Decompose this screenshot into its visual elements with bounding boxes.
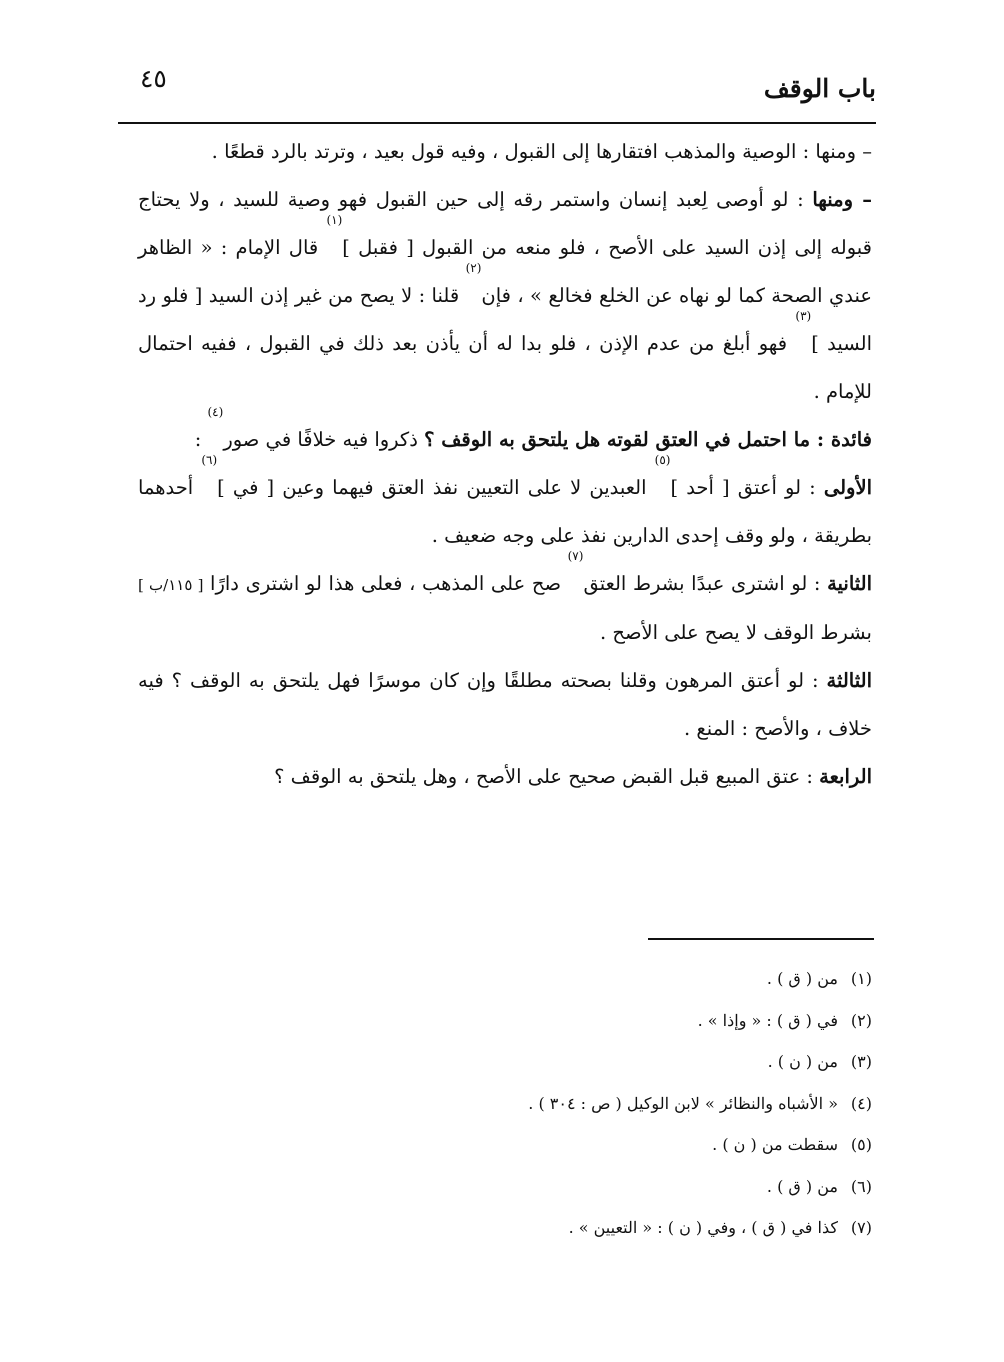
footnote-divider xyxy=(648,938,874,940)
footnote-text: سقطت من ( ن ) . xyxy=(712,1135,838,1154)
footnotes xyxy=(300,958,872,1249)
footnote-ref-6: (٦) xyxy=(201,453,218,467)
footnote-text: من ( ق ) . xyxy=(766,969,838,988)
footnote-item xyxy=(300,1166,872,1208)
footnote-ref-1: (١) xyxy=(326,213,343,227)
paragraph-4-text-3: أحدهما بطريقة ، ولو وقف إحدى الدارين نفذ على وجه ضعيف . xyxy=(138,476,872,547)
footnote-ref-5: (٥) xyxy=(654,453,671,467)
paragraph-1 xyxy=(138,128,872,176)
paragraph-3-text-1: ذكروا فيه خلافًا في صور xyxy=(223,428,425,451)
footnote-number: (٤) xyxy=(850,1093,872,1113)
paragraph-3-lead: فائدة : ما احتمل في العتق لقوته هل يلتحق به الوقف ؟ xyxy=(424,428,872,451)
paragraph-6-text-1: : لو أعتق المرهون وقلنا بصحته مطلقًا وإن كان موسرًا فهل يلتحق به الوقف ؟ فيه خلاف ، والأصح : المنع . xyxy=(138,669,872,740)
paragraph-7 xyxy=(138,753,872,801)
footnote-ref-7: (٧) xyxy=(567,549,584,563)
main-text xyxy=(138,128,872,801)
paragraph-5-lead: الثانية xyxy=(827,572,873,595)
footnote-text: في ( ق ) : « وإذا » . xyxy=(697,1010,838,1030)
footnote-number: (٧) xyxy=(850,1218,872,1237)
page-header xyxy=(118,60,876,122)
paragraph-4-text-1: : لو أعتق [ أحد ] xyxy=(670,476,824,499)
footnote-text: من ( ق ) . xyxy=(766,1176,838,1196)
chapter-title: باب الوقف xyxy=(763,74,876,103)
paragraph-2-text-4: فهو أبلغ من عدم الإذن ، فلو بدا له أن يأذن بعد ذلك في القبول ، ففيه احتمال للإمام . xyxy=(138,332,872,403)
footnote-ref-4: (٤) xyxy=(207,405,224,419)
footnote-number: (٢) xyxy=(850,1010,872,1030)
paragraph-5-text-1: : لو اشترى عبدًا بشرط العتق xyxy=(583,572,828,595)
footnote-text: من ( ن ) . xyxy=(767,1052,838,1071)
footnote-number: (٣) xyxy=(850,1052,872,1071)
footnote-item xyxy=(300,1124,872,1166)
paragraph-7-text-1: : عتق المبيع قبل القبض صحيح على الأصح ، وهل يلتحق به الوقف ؟ xyxy=(274,765,820,788)
footnote-text: « الأشباه والنظائر » لابن الوكيل ( ص : ٣٠٤ ) . xyxy=(528,1093,838,1113)
page-number: ٤٥ xyxy=(140,64,167,93)
footnote-item xyxy=(300,1207,872,1249)
paragraph-6-lead: الثالثة xyxy=(826,669,872,692)
paragraph-5 xyxy=(138,549,873,657)
paragraph-2-text-2: قال الإمام : « الظاهر عندي الصحة كما لو نهاه عن الخلع فخالع » ، فإن xyxy=(138,236,873,307)
paragraph-6 xyxy=(138,657,872,753)
paragraph-2-text-1: : لو أوصى لِعبد إنسان واستمر رقه إلى حين القبول فهو وصية للسيد ، ولا يحتاج قبوله إلى إذن السيد على الأصح ، فلو منعه من القبول [ فقبل ] xyxy=(138,188,872,259)
paragraph-2-text-3: قلنا : لا يصح من غير إذن السيد [ فلو رد السيد ] xyxy=(138,284,872,355)
paragraph-3 xyxy=(138,405,872,464)
paragraph-2 xyxy=(138,176,872,416)
paragraph-4 xyxy=(138,453,872,560)
paragraph-4-lead: الأولى xyxy=(823,476,872,499)
paragraph-4-text-2: العبدين لا على التعيين نفذ العتق فيهما وعين [ في ] xyxy=(217,476,655,499)
footnote-item xyxy=(300,1041,872,1083)
paragraph-2-lead: – ومنها xyxy=(812,188,872,211)
footnote-number: (١) xyxy=(850,969,872,988)
footnote-ref-2: (٢) xyxy=(465,261,482,275)
paragraph-1-text: – ومنها : الوصية والمذهب افتقارها إلى القبول ، وفيه قول بعيد ، وترتد بالرد قطعًا . xyxy=(211,140,872,163)
manuscript-folio-marker: [ ١١٥/ب ] xyxy=(138,576,204,594)
footnote-item xyxy=(300,1083,872,1125)
footnote-item xyxy=(300,958,872,1000)
footnote-item xyxy=(300,1000,872,1042)
footnote-number: (٥) xyxy=(850,1135,872,1154)
paragraph-7-lead: الرابعة xyxy=(819,765,872,788)
footnote-text: كذا في ( ق ) ، وفي ( ن ) : « التعيين » . xyxy=(568,1218,838,1237)
paragraph-5-text-3: بشرط الوقف لا يصح على الأصح . xyxy=(599,621,872,644)
header-divider xyxy=(118,122,876,124)
footnote-ref-3: (٣) xyxy=(795,309,812,323)
paragraph-5-text-2: صح على المذهب ، فعلى هذا لو اشترى دارًا xyxy=(203,572,568,595)
footnote-number: (٦) xyxy=(850,1176,872,1196)
paragraph-3-text-2: : xyxy=(194,428,208,451)
